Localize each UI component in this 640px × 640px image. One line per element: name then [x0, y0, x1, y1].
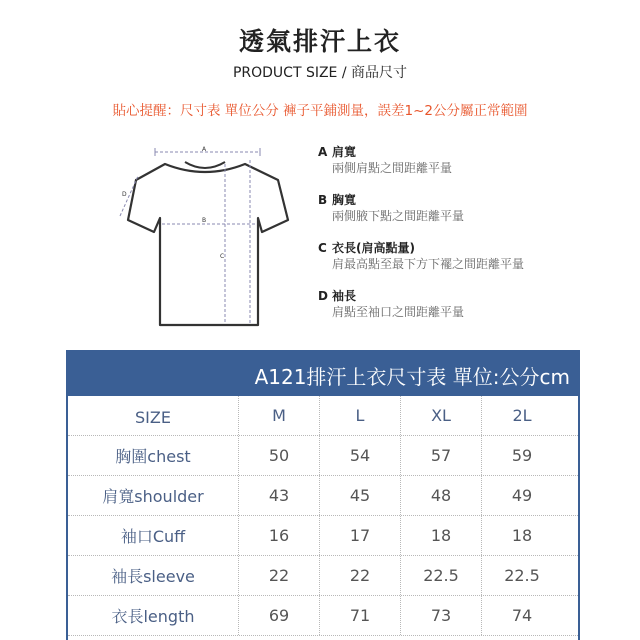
table-cell: 71: [319, 596, 400, 635]
page-subtitle: PRODUCT SIZE / 商品尺寸: [232, 65, 408, 81]
table-cell: 57: [400, 436, 481, 475]
table-cell: 22: [238, 556, 319, 595]
table-cell: 59: [481, 436, 562, 475]
table-cell: 17: [319, 516, 400, 555]
table-cell: 50: [238, 436, 319, 475]
table-cell: 22: [319, 556, 400, 595]
size-l: L: [319, 396, 400, 435]
table-row: [68, 556, 578, 596]
table-cell: 18: [481, 516, 562, 555]
tshirt-collar: [185, 162, 225, 168]
table-cell: 69: [238, 596, 319, 635]
page-title: 透氣排汗上衣: [238, 27, 401, 56]
size-xl: XL: [400, 396, 481, 435]
table-row: [68, 516, 578, 556]
table-row: [68, 596, 578, 636]
label-b: B: [202, 217, 207, 224]
table-cell: 45: [319, 476, 400, 515]
size-label: SIZE: [135, 408, 171, 427]
table-row: [68, 476, 578, 516]
table-cell: 43: [238, 476, 319, 515]
table-row: [68, 436, 578, 476]
legend-item-b: B 胸寬 兩側腋下點之間距離平量: [318, 193, 465, 223]
legend-item-d: D 袖長 肩點至袖口之間距離平量: [318, 289, 465, 319]
table-cell: 16: [238, 516, 319, 555]
size-header-row: [68, 396, 578, 436]
row-label-sleeve: 袖長sleeve: [111, 567, 195, 586]
row-label-length: 衣長length: [111, 607, 195, 626]
table-cell: 74: [481, 596, 562, 635]
size-2l: 2L: [481, 396, 562, 435]
row-label-shoulder: 肩寬shoulder: [102, 487, 204, 506]
table-cell: 73: [400, 596, 481, 635]
tshirt-outline: [128, 164, 288, 325]
size-table: [66, 350, 580, 640]
table-cell: 48: [400, 476, 481, 515]
measurement-legend: [318, 144, 618, 336]
size-table-header: A121排汗上衣尺寸表 單位:公分cm: [68, 352, 578, 396]
table-cell: 54: [319, 436, 400, 475]
legend-item-a: A 肩寬 兩側肩點之間距離平量: [318, 145, 453, 175]
legend-item-c: C 衣長(肩高點量) 肩最高點至最下方下襬之間距離平量: [318, 241, 525, 271]
label-c: C: [220, 253, 225, 260]
table-cell: 22.5: [481, 556, 562, 595]
label-a: A: [202, 146, 207, 153]
size-notice: 貼心提醒：尺寸表 單位公分 褲子平鋪測量，誤差1~2公分屬正常範圍: [112, 103, 528, 119]
table-cell: 18: [400, 516, 481, 555]
tshirt-diagram: [110, 140, 300, 340]
row-label-cuff: 袖口Cuff: [120, 527, 186, 546]
table-cell: 49: [481, 476, 562, 515]
table-cell: 22.5: [400, 556, 481, 595]
row-label-chest: 胸圍chest: [115, 447, 191, 466]
size-m: M: [238, 396, 319, 435]
label-d: D: [122, 191, 127, 198]
